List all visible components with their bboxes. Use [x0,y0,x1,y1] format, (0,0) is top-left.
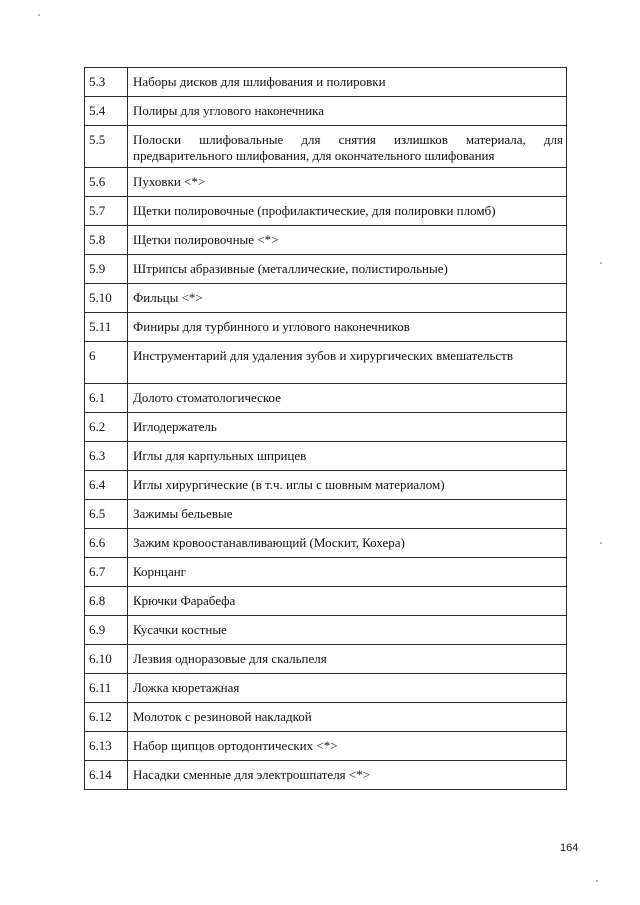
table-row [85,342,567,384]
row-number: 6.5 [85,500,128,529]
row-number: 6.7 [85,558,128,587]
table-row [85,616,567,645]
row-number: 6.14 [85,761,128,790]
table-row [85,284,567,313]
row-text: Инструментарий для удаления зубов и хирургических вмешательств [128,342,567,384]
row-number: 6.9 [85,616,128,645]
equipment-table [84,67,567,790]
row-text: Долото стоматологическое [128,384,567,413]
row-text: Наборы дисков для шлифования и полировки [128,68,567,97]
row-number: 6.11 [85,674,128,703]
row-text: Ложка кюретажная [128,674,567,703]
row-text: Крючки Фарабефа [128,587,567,616]
row-text: Пуховки <*> [128,168,567,197]
table-row [85,645,567,674]
row-text: Иглы для карпульных шприцев [128,442,567,471]
row-text: Насадки сменные для электрошпателя <*> [128,761,567,790]
scan-speck [596,880,598,882]
row-number: 5.6 [85,168,128,197]
row-number: 6.2 [85,413,128,442]
table-row [85,674,567,703]
row-text: Щетки полировочные (профилактические, для полировки пломб) [128,197,567,226]
row-text: Иглы хирургические (в т.ч. иглы с шовным материалом) [128,471,567,500]
table-row [85,732,567,761]
row-text: Иглодержатель [128,413,567,442]
row-text: Финиры для турбинного и углового наконечников [128,313,567,342]
row-number: 6.13 [85,732,128,761]
scan-speck [600,262,602,264]
table-row [85,97,567,126]
row-text: Полоски шлифовальные для снятия излишков материала, для предварительного шлифования, для окончательного шлифования [128,126,567,168]
row-number: 5.5 [85,126,128,168]
row-text: Зажимы бельевые [128,500,567,529]
table-row [85,761,567,790]
table-row [85,529,567,558]
scan-speck [38,14,40,16]
row-number: 5.4 [85,97,128,126]
table-row [85,226,567,255]
row-number: 5.9 [85,255,128,284]
page-number: 164 [560,842,579,854]
table-row [85,587,567,616]
table-row [85,68,567,97]
row-number: 5.8 [85,226,128,255]
row-number: 5.3 [85,68,128,97]
row-number: 5.7 [85,197,128,226]
table-row [85,413,567,442]
table-row [85,442,567,471]
row-number: 5.10 [85,284,128,313]
row-number: 5.11 [85,313,128,342]
table-row [85,384,567,413]
scan-speck [600,542,602,544]
row-number: 6.4 [85,471,128,500]
row-text: Лезвия одноразовые для скальпеля [128,645,567,674]
row-text: Зажим кровоостанавливающий (Москит, Кохера) [128,529,567,558]
row-number: 6 [85,342,128,384]
table-row [85,471,567,500]
row-number: 6.1 [85,384,128,413]
table-row [85,500,567,529]
row-text: Фильцы <*> [128,284,567,313]
row-text: Молоток с резиновой накладкой [128,703,567,732]
table-row [85,168,567,197]
table-row [85,703,567,732]
table-row [85,255,567,284]
table-row [85,126,567,168]
row-number: 6.6 [85,529,128,558]
table-row [85,197,567,226]
row-number: 6.12 [85,703,128,732]
row-text: Кусачки костные [128,616,567,645]
row-text: Набор щипцов ортодонтических <*> [128,732,567,761]
row-number: 6.8 [85,587,128,616]
row-text: Полиры для углового наконечника [128,97,567,126]
table-row [85,558,567,587]
row-number: 6.3 [85,442,128,471]
row-text: Щетки полировочные <*> [128,226,567,255]
table-row [85,313,567,342]
row-text: Штрипсы абразивные (металлические, полистирольные) [128,255,567,284]
row-number: 6.10 [85,645,128,674]
row-text: Корнцанг [128,558,567,587]
